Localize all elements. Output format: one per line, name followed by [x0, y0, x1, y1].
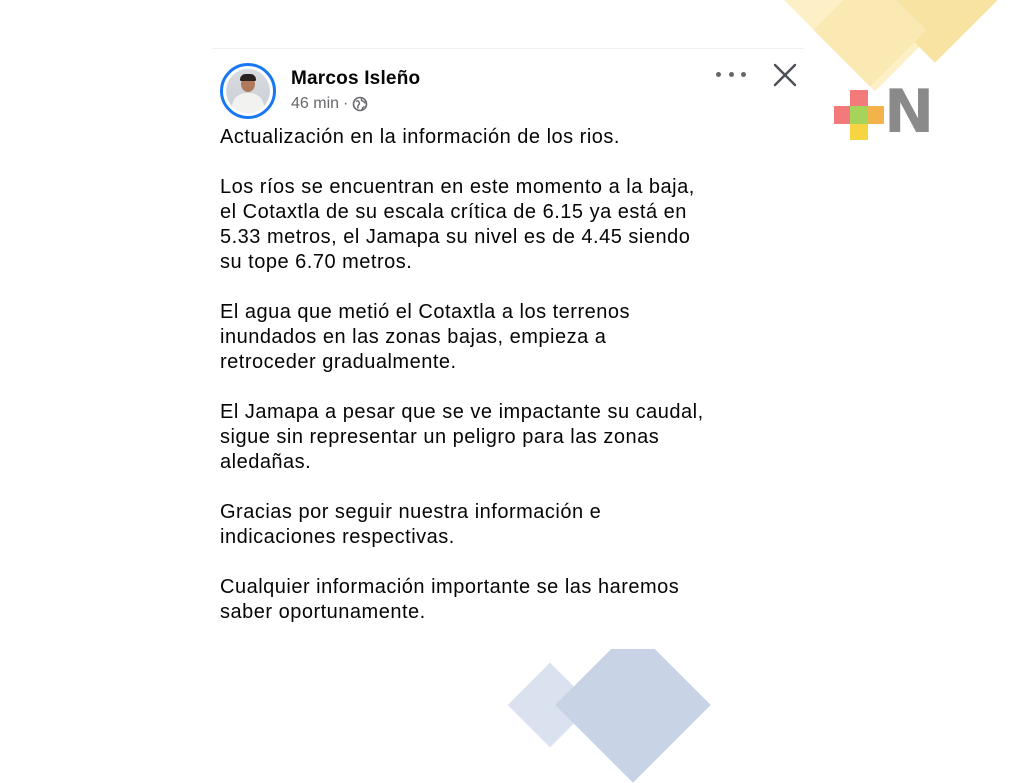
author-avatar[interactable]	[220, 63, 276, 119]
logo-plus-horizontal	[834, 106, 884, 124]
more-options-icon[interactable]	[716, 63, 746, 85]
meta-separator: ·	[343, 95, 349, 112]
author-name[interactable]: Marcos Isleño	[291, 68, 421, 89]
post-time[interactable]: 46 min	[291, 95, 340, 112]
post-paragraph: Cualquier información importante se las haremos saber oportunamente.	[220, 576, 680, 623]
post-body	[220, 125, 810, 650]
post-paragraph: Los ríos se encuentran en este momento a la baja, el Cotaxtla de su escala crítica de 6.15 ya está en 5.33 metros, el Jamapa su nivel es de 4.45 siendo su tope 6.70 metros.	[220, 176, 695, 273]
post-meta	[291, 95, 368, 113]
post-paragraph: Gracias por seguir nuestra información e indicaciones respectivas.	[220, 501, 602, 548]
post-paragraph: Actualización en la información de los rios.	[220, 126, 620, 148]
post-paragraph: El agua que metió el Cotaxtla a los terrenos inundados en las zonas bajas, empieza a retroceder gradualmente.	[220, 301, 630, 373]
globe-icon	[352, 96, 368, 112]
post-paragraph: El Jamapa a pesar que se ve impactante su caudal, sigue sin representar un peligro para las zonas aledañas.	[220, 401, 704, 473]
brand-logo	[834, 77, 938, 147]
decorative-yellow-diamond	[813, 0, 926, 87]
facebook-post-card	[212, 48, 804, 649]
decorative-blue-diamond	[555, 627, 711, 783]
close-icon[interactable]	[772, 62, 798, 88]
logo-letter: N	[884, 77, 935, 147]
